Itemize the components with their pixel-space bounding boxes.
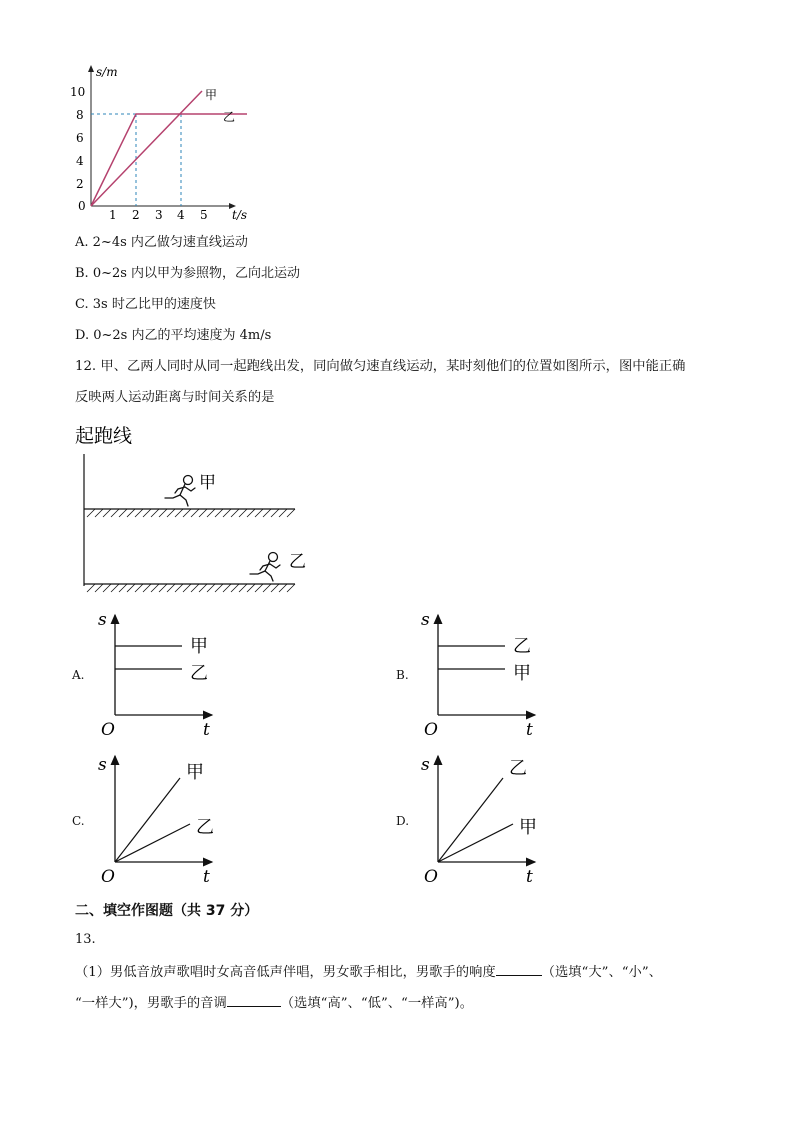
y-tick: 10	[70, 85, 86, 99]
start-line-label: 起跑线	[75, 425, 133, 447]
y-tick: 2	[76, 177, 84, 191]
x-tick: 5	[200, 208, 208, 222]
series-yi-label: 乙	[223, 110, 236, 124]
x-axis-label: t	[526, 867, 533, 887]
q13-number: 13.	[75, 932, 96, 947]
q11-option-a: A. 2~4s 内乙做匀速直线运动	[75, 235, 248, 250]
q12-option-d-letter: D.	[396, 814, 410, 828]
series-upper-label: 乙	[513, 636, 531, 657]
x-axis-label: t	[203, 867, 210, 887]
series-upper-line	[115, 778, 180, 862]
y-axis-label: s	[98, 610, 107, 630]
y-tick: 6	[76, 131, 84, 145]
runner-jia-icon	[165, 476, 195, 507]
x-axis-label: t/s	[232, 208, 248, 222]
section-title: 二、填空作图题（共 37 分）	[75, 903, 259, 919]
runner-yi-label: 乙	[289, 552, 306, 572]
runner-yi-icon	[250, 553, 280, 582]
series-yi-line	[91, 114, 247, 206]
x-tick: 3	[155, 208, 163, 222]
q13-part1-text-a: （1）男低音放声歌唱时女高音低声伴唱，男女歌手相比，男歌手的响度	[75, 965, 496, 980]
origin-label: O	[424, 720, 438, 740]
series-jia-line	[91, 91, 202, 206]
q12-stem-line1: 12. 甲、乙两人同时从同一起跑线出发，同向做匀速直线运动，某时刻他们的位置如图所示，图中能正确	[75, 359, 686, 374]
q12-option-c-letter: C.	[72, 814, 85, 828]
series-lower-line	[115, 824, 190, 862]
track-lower-hatch	[87, 584, 295, 592]
q12-option-c-graph[interactable]	[90, 752, 240, 892]
x-tick: 1	[109, 208, 117, 222]
y-tick: 8	[76, 108, 84, 122]
origin-label: O	[424, 867, 438, 887]
q12-stem-line2: 反映两人运动距离与时间关系的是	[75, 390, 275, 405]
q12-option-a-letter: A.	[72, 668, 85, 682]
q12-option-d-graph[interactable]	[413, 752, 563, 892]
origin-label: O	[101, 720, 115, 740]
runner-jia-label: 甲	[199, 473, 216, 493]
answer-blank-pitch[interactable]	[227, 993, 281, 1007]
series-jia-label: 甲	[205, 88, 218, 102]
q11-st-graph	[60, 58, 260, 228]
q12-track-figure	[65, 418, 325, 598]
x-tick: 4	[177, 208, 185, 222]
answer-blank-loudness[interactable]	[496, 962, 542, 976]
series-lower-label: 乙	[196, 817, 214, 838]
y-axis-label: s	[98, 755, 107, 775]
q13-part2-text-a: “一样大”)，男歌手的音调	[75, 996, 227, 1011]
y-tick: 0	[78, 199, 86, 213]
q12-option-b-letter: B.	[396, 668, 409, 682]
series-lower-label: 甲	[513, 663, 531, 684]
q11-option-c: C. 3s 时乙比甲的速度快	[75, 297, 216, 312]
y-tick: 4	[76, 154, 84, 168]
x-axis-label: t	[526, 720, 533, 740]
track-upper-hatch	[87, 509, 295, 517]
y-axis-label: s	[421, 755, 430, 775]
series-upper-line	[438, 778, 503, 862]
q11-option-d: D. 0~2s 内乙的平均速度为 4m/s	[75, 328, 272, 343]
q13-part2	[75, 993, 473, 1013]
origin-label: O	[101, 867, 115, 887]
q11-option-b: B. 0~2s 内以甲为参照物，乙向北运动	[75, 266, 301, 281]
y-axis-label: s	[421, 610, 430, 630]
q12-option-b-graph[interactable]	[413, 605, 563, 745]
series-lower-label: 甲	[519, 817, 537, 838]
y-axis-label: s/m	[96, 65, 118, 79]
q13-part2-text-b: （选填“高”、“低”、“一样高”)。	[280, 996, 474, 1011]
series-lower-label: 乙	[190, 663, 208, 684]
series-lower-line	[438, 824, 513, 862]
x-tick: 2	[132, 208, 140, 222]
q13-part1	[75, 962, 662, 982]
q12-option-a-graph[interactable]	[90, 605, 240, 745]
series-upper-label: 乙	[509, 758, 527, 779]
x-axis-label: t	[203, 720, 210, 740]
q13-part1-text-b: （选填“大”、“小”、	[541, 965, 662, 980]
series-upper-label: 甲	[190, 636, 208, 657]
series-upper-label: 甲	[186, 762, 204, 783]
